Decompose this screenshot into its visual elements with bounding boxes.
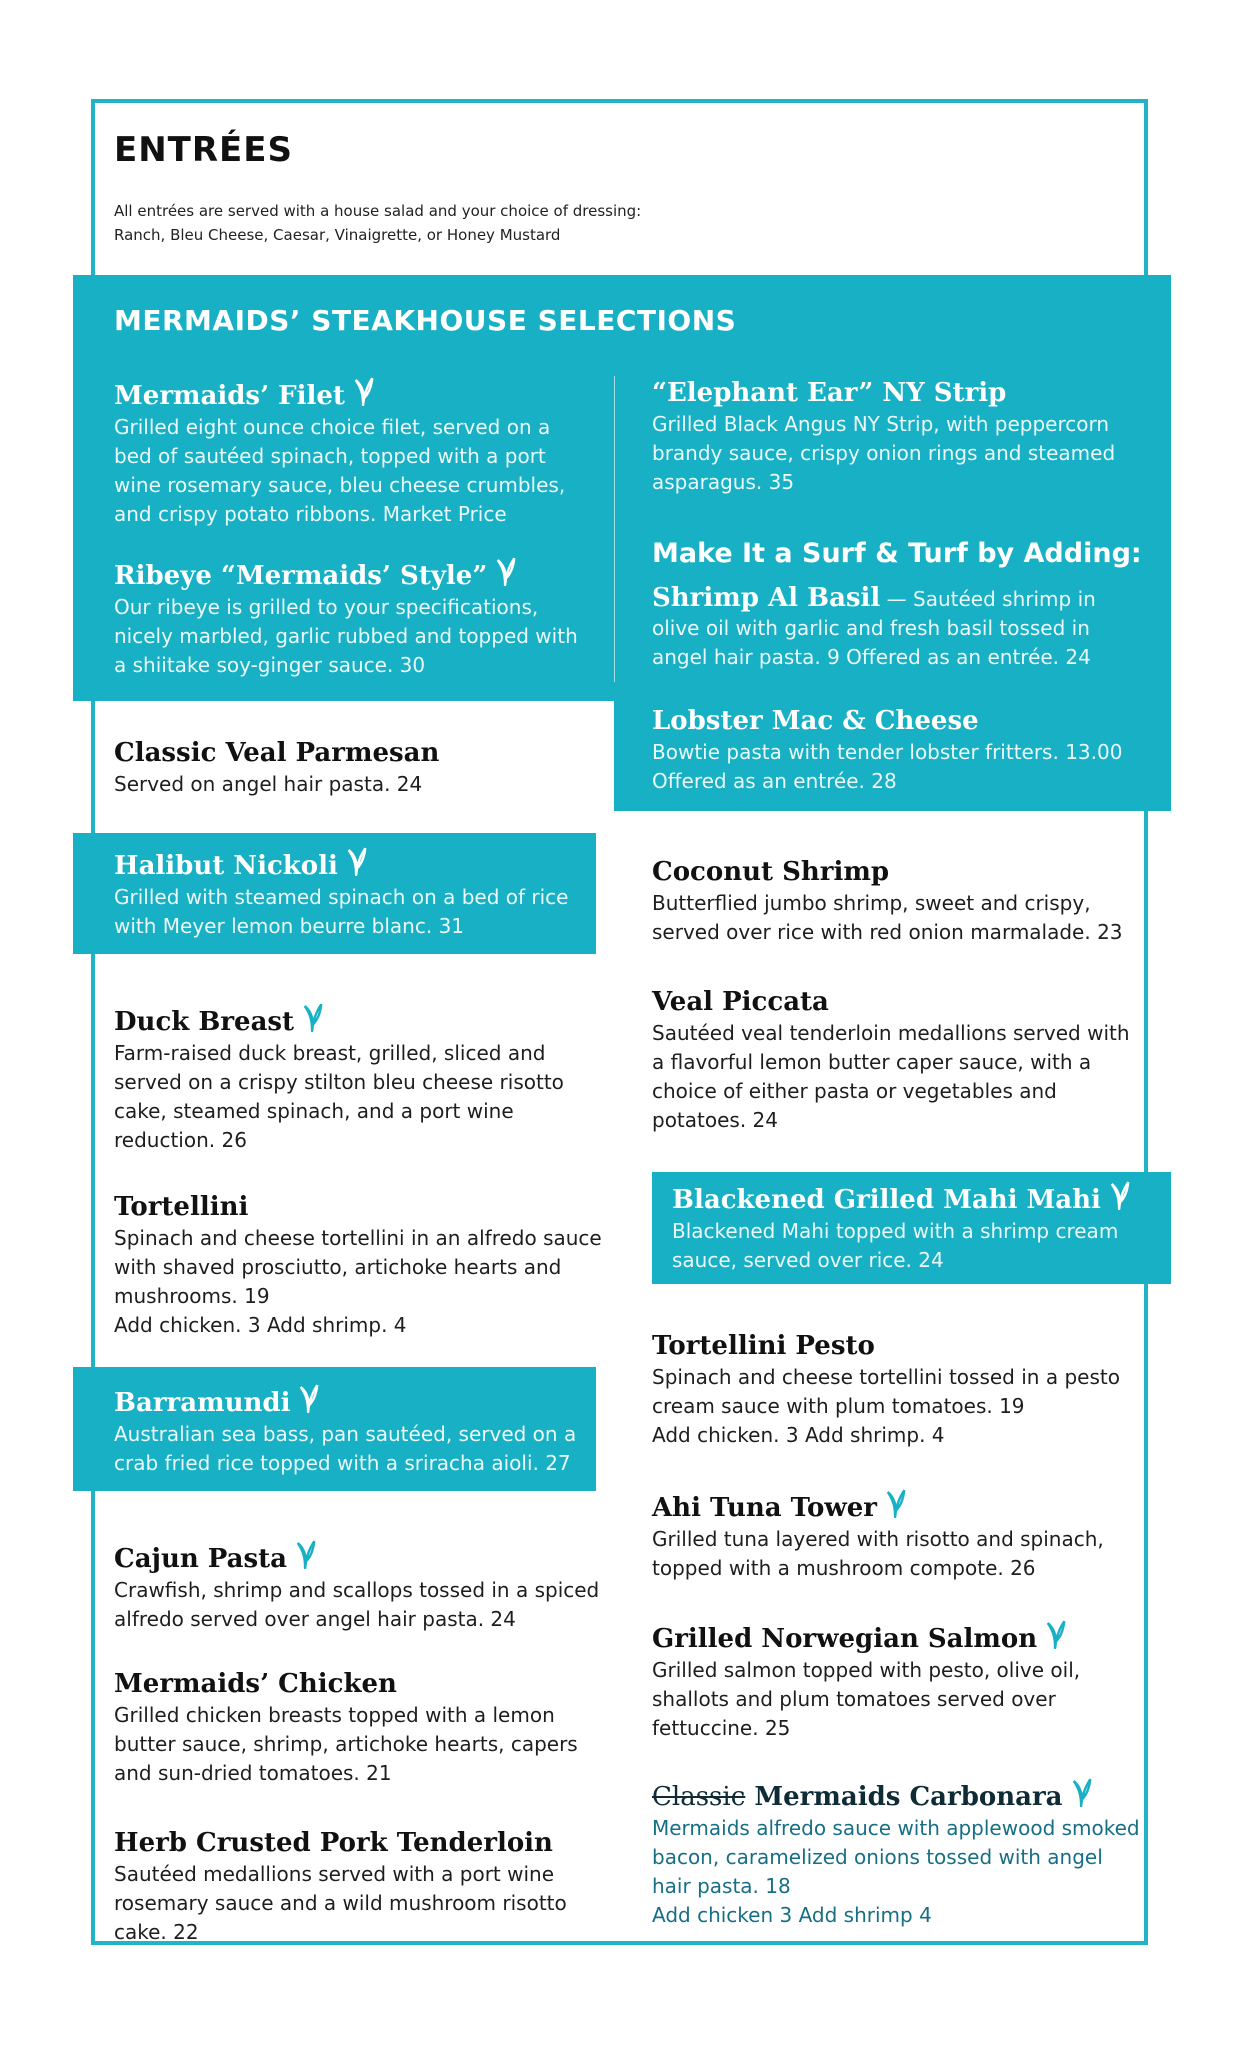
- menu-item: Barramundi Australian sea bass, pan sautéed, served on a crab fried rice topped with a sriracha aioli. 27: [114, 1383, 584, 1478]
- menu-item-lobster-mac: Lobster Mac & Cheese Bowtie pasta with tender lobster fritters. 13.00 Offered as an entrée. 28: [652, 706, 1123, 793]
- leaf-icon: [1045, 1619, 1067, 1651]
- leaf-icon: [346, 846, 368, 878]
- menu-item: Grilled Norwegian Salmon Grilled salmon topped with pesto, olive oil, shallots and plum tomatoes served over fettuccine. 25: [652, 1619, 1142, 1743]
- leaf-icon: [298, 1383, 320, 1415]
- menu-item: Classic Veal Parmesan Served on angel hair pasta. 24: [114, 738, 440, 796]
- leaf-icon: [302, 1002, 324, 1034]
- menu-item-shrimp-al-basil: Shrimp Al Basil — Sautéed shrimp in olive oil with garlic and fresh basil tossed in angel hair pasta. 9 Offered as an entrée. 24: [652, 583, 1096, 669]
- page-title: ENTRÉES: [114, 130, 293, 170]
- leaf-icon: [1109, 1180, 1131, 1212]
- leaf-icon: [353, 376, 375, 408]
- menu-item: Cajun Pasta Crawfish, shrimp and scallops tossed in a spiced alfredo served over angel hair pasta. 24: [114, 1539, 604, 1634]
- struck-word: Classic: [652, 1782, 746, 1812]
- menu-item: Ahi Tuna Tower Grilled tuna layered with risotto and spinach, topped with a mushroom compote. 26: [652, 1488, 1142, 1583]
- menu-item: Tortellini Pesto Spinach and cheese tortellini tossed in a pesto cream sauce with plum tomatoes. 19 Add chicken. 3 Add shrimp. 4: [652, 1331, 1120, 1447]
- leaf-icon: [295, 1539, 317, 1571]
- menu-item-ribeye: Ribeye “Mermaids’ Style” Our ribeye is grilled to your specifications, nicely marbled, garlic rubbed and topped with a shiitake soy-ginger sauce. 30: [114, 556, 584, 680]
- surf-turf-heading: Make It a Surf & Turf by Adding:: [652, 538, 1142, 569]
- steakhouse-divider: [614, 376, 615, 682]
- menu-item: Blackened Grilled Mahi Mahi Blackened Mahi topped with a shrimp cream sauce, served over rice. 24: [672, 1180, 1152, 1275]
- menu-item-carbonara: Classic Mermaids Carbonara Mermaids alfredo sauce with applewood smoked bacon, caramelized onions tossed with angel hair pasta. 18 Add chicken 3 Add shrimp 4: [652, 1777, 1142, 1930]
- menu-item: Tortellini Spinach and cheese tortellini in an alfredo sauce with shaved prosciutto, artichoke hearts and mushrooms. 19 Add chicken. 3 Add shrimp. 4: [114, 1192, 602, 1337]
- menu-item: Veal Piccata Sautéed veal tenderloin medallions served with a flavorful lemon butter caper sauce, with a choice of either pasta or vegetables and potatoes. 24: [652, 987, 1130, 1132]
- leaf-icon: [1071, 1777, 1093, 1809]
- menu-item: Duck Breast Farm-raised duck breast, grilled, sliced and served on a crispy stilton bleu cheese risotto cake, steamed spinach, and a port wine reduction. 26: [114, 1002, 594, 1155]
- menu-item: Mermaids’ Chicken Grilled chicken breasts topped with a lemon butter sauce, shrimp, artichoke hearts, capers and sun-dried tomatoes. 21: [114, 1669, 578, 1785]
- leaf-icon: [495, 556, 517, 588]
- menu-item-filet: Mermaids’ Filet Grilled eight ounce choice filet, served on a bed of sautéed spinach, topped with a port wine rosemary sauce, bleu cheese crumbles, and crispy potato ribbons. Market Price: [114, 376, 584, 529]
- menu-item: Herb Crusted Pork Tenderloin Sautéed medallions served with a port wine rosemary sauce and a wild mushroom risotto cake. 22: [114, 1828, 567, 1944]
- intro-text: All entrées are served with a house salad and your choice of dressing: Ranch, Bleu Cheese, Caesar, Vinaigrette, or Honey Mustard: [114, 202, 642, 244]
- steakhouse-title: MERMAIDS’ STEAKHOUSE SELECTIONS: [114, 304, 737, 337]
- leaf-icon: [885, 1488, 907, 1520]
- menu-item: Halibut Nickoli Grilled with steamed spinach on a bed of rice with Meyer lemon beurre blanc. 31: [114, 846, 584, 941]
- menu-item-nystrip: “Elephant Ear” NY Strip Grilled Black Angus NY Strip, with peppercorn brandy sauce, crispy onion rings and steamed asparagus. 35: [652, 378, 1116, 494]
- menu-item: Coconut Shrimp Butterflied jumbo shrimp, sweet and crispy, served over rice with red onion marmalade. 23: [652, 857, 1123, 944]
